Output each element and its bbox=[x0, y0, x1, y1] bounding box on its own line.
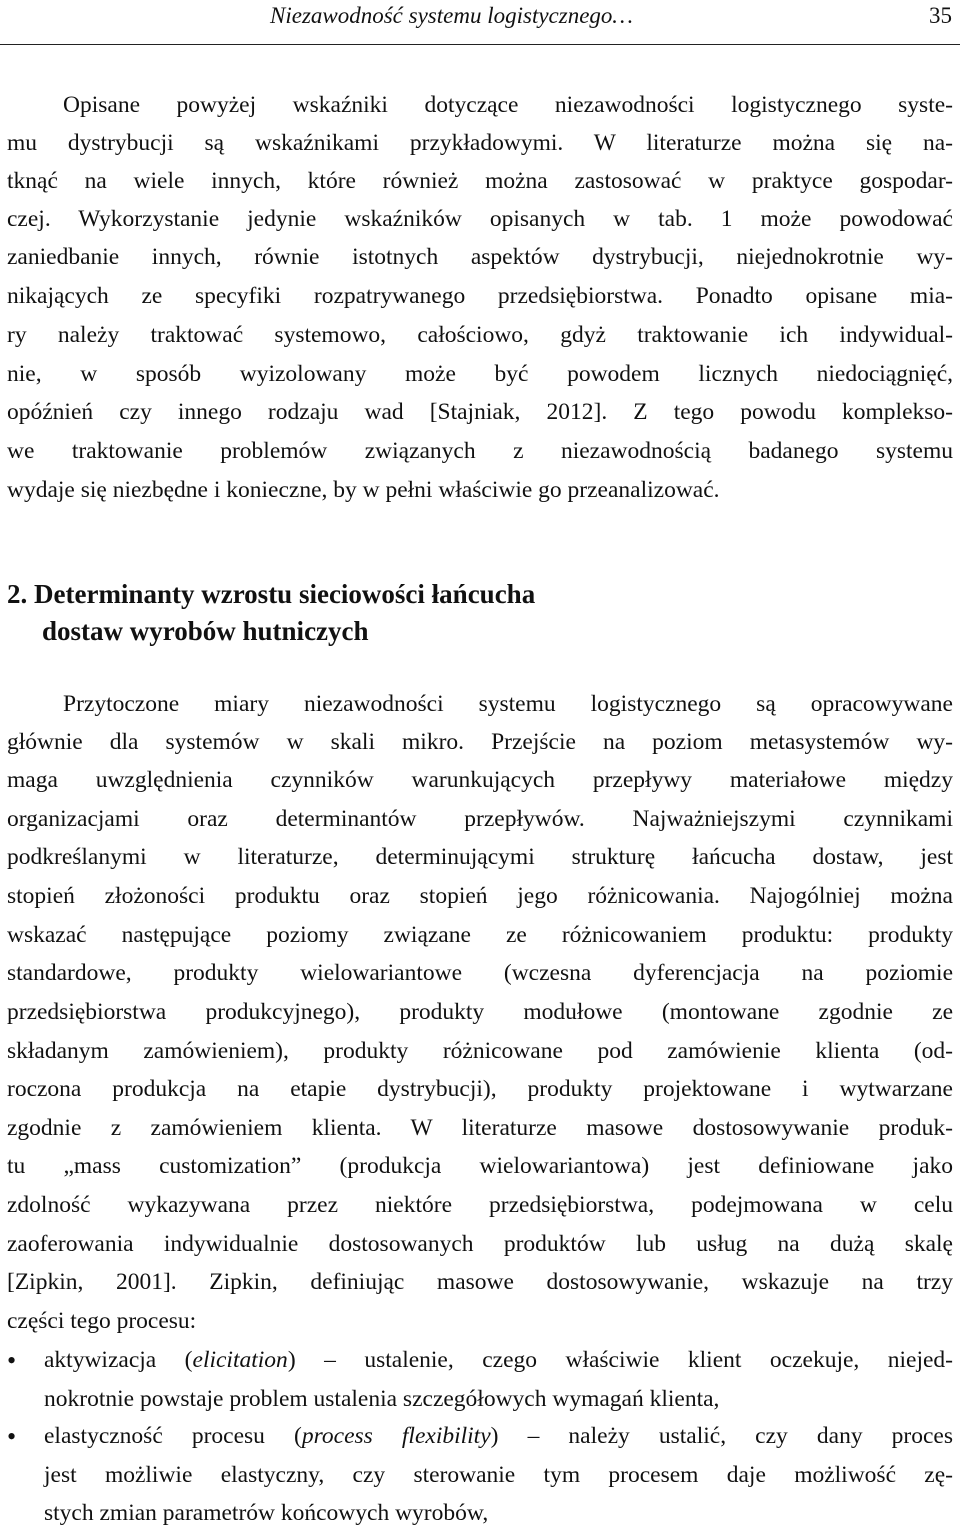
section-heading-line: 2. Determinanty wzrostu sieciowości łańcucha bbox=[7, 579, 536, 609]
text-line: zaoferowania indywidualnie dostosowanych produktów lub usług na dużą skalę bbox=[7, 1231, 953, 1257]
bullet-icon: • bbox=[7, 1346, 17, 1375]
text-line: przedsiębiorstwa produkcyjnego), produkty modułowe (montowane zgodnie ze bbox=[7, 999, 953, 1025]
text-line: składanym zamówieniem), produkty różnicowane pod zamówienie klienta (od- bbox=[7, 1038, 953, 1064]
text-line: nikających ze specyfiki rozpatrywanego przedsiębiorstwa. Ponadto opisane mia- bbox=[7, 283, 953, 309]
text-line: wskazać następujące poziomy związane ze różnicowaniem produktu: produkty bbox=[7, 922, 953, 948]
text-line: zgodnie z zamówieniem klienta. W literaturze masowe dostosowywanie produk- bbox=[7, 1115, 953, 1141]
text-line: wydaje się niezbędne i konieczne, by w pełni właściwie go przeanalizować. bbox=[7, 477, 720, 503]
bullet-term: process flexibility bbox=[301, 1423, 491, 1449]
text-line: czej. Wykorzystanie jedynie wskaźników opisanych w tab. 1 może powodować bbox=[7, 206, 953, 232]
text-line: mu dystrybucji są wskaźnikami przykładowymi. W literaturze można się na- bbox=[7, 130, 953, 156]
page-number: 35 bbox=[929, 3, 952, 28]
text-line: części tego procesu: bbox=[7, 1308, 197, 1334]
text-line: głównie dla systemów w skali mikro. Przejście na poziom metasystemów wy- bbox=[7, 729, 953, 755]
text-line: maga uwzględnienia czynników warunkujących przepływy materiałowe między bbox=[7, 767, 953, 793]
text-line: zaniedbanie innych, równie istotnych aspektów dystrybucji, niejednokrotnie wy- bbox=[7, 244, 953, 270]
text-line: opóźnień czy innego rodzaju wad [Stajniak, 2012]. Z tego powodu komplekso- bbox=[7, 399, 953, 425]
text-line: roczona produkcja na etapie dystrybucji), produkty projektowane i wytwarzane bbox=[7, 1076, 953, 1102]
bullet-line: nokrotnie powstaje problem ustalenia szczegółowych wymagań klienta, bbox=[44, 1386, 720, 1412]
section-heading-line: dostaw wyrobów hutniczych bbox=[42, 616, 369, 646]
bullet-icon: • bbox=[7, 1422, 17, 1451]
text-line: Przytoczone miary niezawodności systemu logistycznego są opracowywane bbox=[63, 691, 953, 717]
text-line: ry należy traktować systemowo, całościowo, gdyż traktowanie ich indywidual- bbox=[7, 322, 953, 348]
running-title: Niezawodność systemu logistycznego… bbox=[270, 3, 633, 28]
text-line: zdolność wykazywana przez niektóre przedsiębiorstwa, podejmowana w celu bbox=[7, 1192, 953, 1218]
running-header bbox=[0, 0, 960, 45]
text-line: standardowe, produkty wielowariantowe (wczesna dyferencjacja na poziomie bbox=[7, 960, 953, 986]
text-line: stopień złożoności produktu oraz stopień jego różnicowania. Najogólniej można bbox=[7, 883, 953, 909]
bullet-line: aktywizacja (elicitation) – ustalenie, czego właściwie klient oczekuje, niejed- bbox=[44, 1347, 953, 1373]
text-line: organizacjami oraz determinantów przepływów. Najważniejszymi czynnikami bbox=[7, 806, 953, 832]
bullet-line: elastyczność procesu (process flexibility) – należy ustalić, czy dany proces bbox=[44, 1423, 953, 1449]
text-line: tu „mass customization” (produkcja wielowariantowa) jest definiowane jako bbox=[7, 1153, 953, 1179]
text-line: podkreślanymi w literaturze, determinującymi strukturę łańcucha dostaw, jest bbox=[7, 844, 953, 870]
text-line: nie, w sposób wyizolowany może być powodem licznych niedociągnięć, bbox=[7, 361, 953, 387]
text-line: we traktowanie problemów związanych z niezawodnością badanego systemu bbox=[7, 438, 953, 464]
text-line: tknąć na wiele innych, które również można zastosować w praktyce gospodar- bbox=[7, 168, 953, 194]
bullet-line: stych zmian parametrów końcowych wyrobów, bbox=[44, 1500, 489, 1526]
bullet-term: elicitation bbox=[192, 1347, 288, 1373]
text-line: [Zipkin, 2001]. Zipkin, definiując masowe dostosowywanie, wskazuje na trzy bbox=[7, 1269, 953, 1295]
text-line: Opisane powyżej wskaźniki dotyczące niezawodności logistycznego syste- bbox=[63, 92, 953, 118]
bullet-line: jest możliwie elastyczny, czy sterowanie tym procesem daje możliwość zę- bbox=[44, 1462, 953, 1488]
